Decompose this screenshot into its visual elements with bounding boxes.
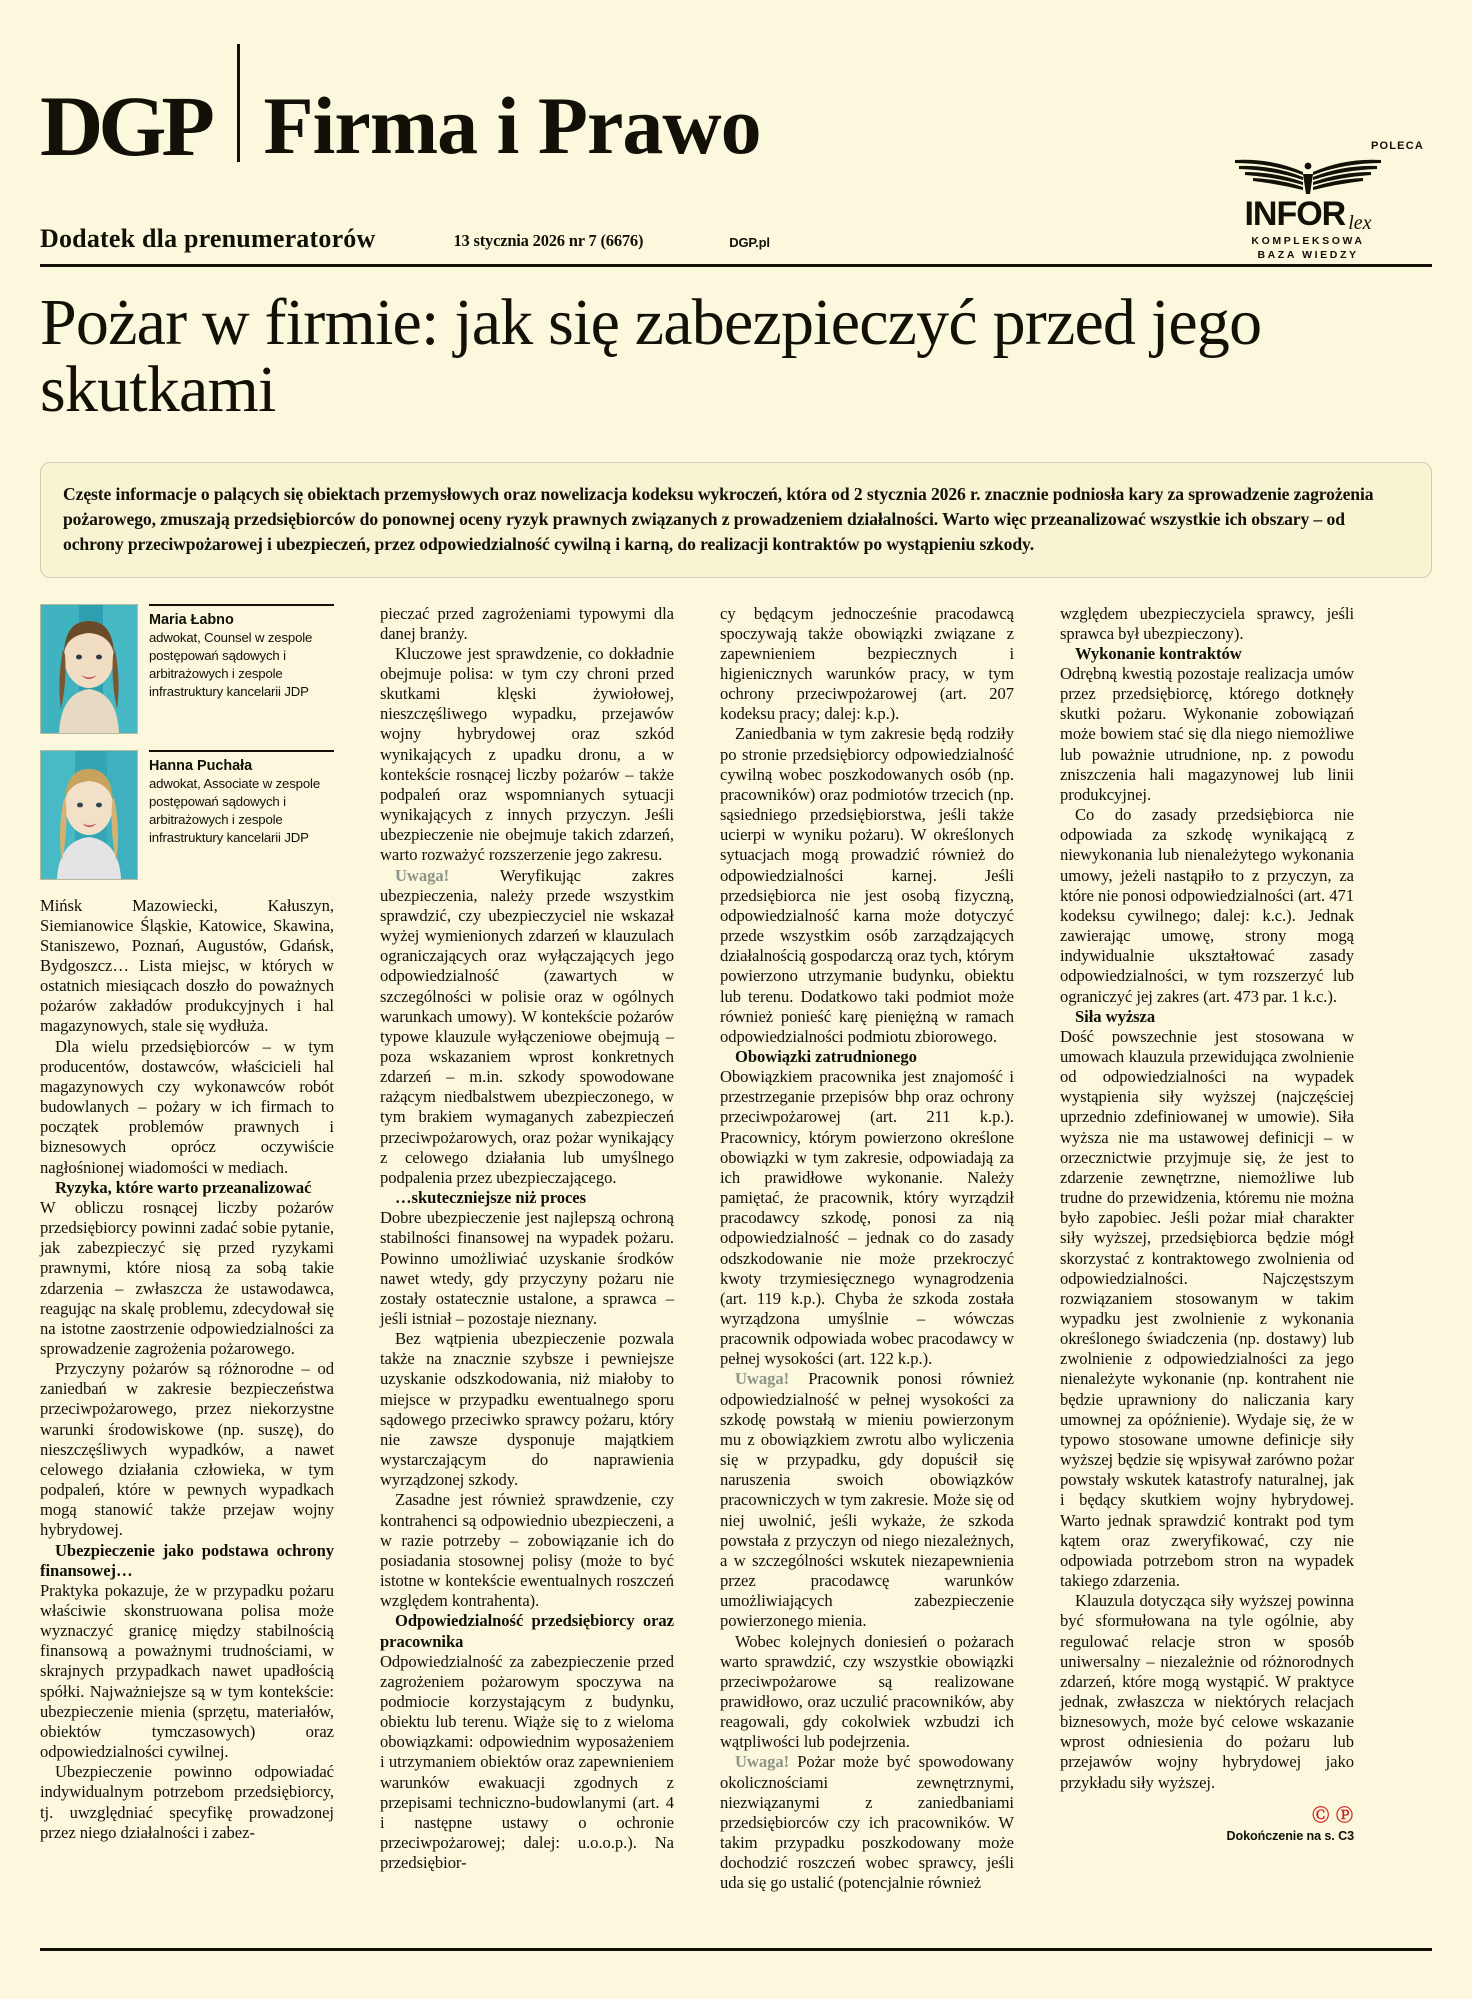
paragraph: Klauzula dotycząca siły wyższej powinna być sformułowana na tyle ogólnie, aby regulować relacje stron w sposób uniwersalny – niezależnie od różnorodnych zdarzeń, które mogą wystąpić. W praktyce jednak, zwłaszcza w niektórych relacjach biznesowych, może być celowe wskazanie wprost odniesienia do pożaru lub przejawów wojny hybrydowej jako przykładu siły wyższej. <box>1060 1591 1354 1792</box>
masthead-rule <box>40 264 1432 267</box>
lead-paragraph: Częste informacje o palących się obiektach przemysłowych oraz nowelizacja kodeksu wykroczeń, która od 2 stycznia 2026 r. znacznie podniosła kary za sprowadzenie zagrożenia pożarowego, zmuszają przedsiębiorców do ponownej oceny ryzyk prawnych związanych z prowadzeniem działalności. Warto więc przeanalizować wszystkie ich obszary – od ochrony przeciwpożarowej i ubezpieczeń, przez odpowiedzialność cywilną i karną, do realizacji kontraktów po wystąpieniu szkody. <box>63 483 1374 554</box>
paragraph: Co do zasady przedsiębiorca nie odpowiada za szkodę wynikającą z niewykonania lub nienależytego wykonania umowy, jeżeli nastąpiło to z przyczyn, za które nie ponosi odpowiedzialności (art. 471 kodeksu cywilnego; dalej: k.c.). Jednak zawierając umowę, strony mogą indywidualnie ukształtować zasady odpowiedzialności, w tym rozszerzyć lub ograniczyć jej zakres (art. 473 par. 1 k.c.). <box>1060 805 1354 1006</box>
paragraph: cy będącym jednocześnie pracodawcą spoczywają także obowiązki związane z zapewnieniem bezpiecznych i higienicznych warunków pracy, w tym ochrony przeciwpożarowej (art. 207 kodeksu pracy; dalej: k.p.). <box>720 603 1014 724</box>
supplement-label: Dodatek dla prenumeratorów <box>40 224 376 253</box>
author-card-1 <box>40 604 334 734</box>
paragraph: Zasadne jest również sprawdzenie, czy kontrahenci są odpowiednio ubezpieczeni, a w razie potrzeby – zobowiązanie ich do posiadania stosownej polisy (może to być istotne w kontekście ewentualnych roszczeń względem kontrahenta). <box>380 1490 674 1611</box>
section-heading: Ubezpieczenie jako podstawa ochrony finansowej… <box>40 1540 334 1580</box>
article-footer <box>1060 1807 1354 1843</box>
paragraph: Zaniedbania w tym zakresie będą rodziły po stronie przedsiębiorcy odpowiedzialność cywilną wobec poszkodowanych osób (np. pracowników) oraz podmiotów trzecich (np. sąsiedniego przedsiębiorstwa, jeśli także ucierpi w wyniku pożaru). W określonych sytuacjach mogą prowadzić również do odpowiedzialności karnej. Jeśli przedsiębiorca nie jest osobą fizyczną, odpowiedzialność karna może dotyczyć przede wszystkim osób zarządzających działalnością gospodarczą oraz tych, którym powierzono utrzymanie budynku, obiektu lub terenu. Dodatkowo taki podmiot może również ponieść karę pieniężną w ramach odpowiedzialności podmiotu zbiorowego. <box>720 724 1014 1046</box>
paragraph: W obliczu rosnącej liczby pożarów przedsiębiorcy powinni zadać sobie pytanie, jak zabezpieczyć się przed ryzykami prawnymi, które niosą za sobą takie zdarzenia – zwłaszcza że ustawodawca, reagując na skalę problemu, zdecydował się na istotne zaostrzenie odpowiedzialności za sprowadzenie zagrożenia pożarowego. <box>40 1197 334 1358</box>
note-text: Weryfikując zakres ubezpieczenia, należy przede wszystkim sprawdzić, czy ubezpieczyciel nie wskazał wyżej wymienionych zdarzeń w klauzulach ograniczających oraz wyłączających jego odpowiedzialność (zawartych w szczególności w polisie oraz w ogólnych warunkach umowy). W kontekście pożarów typowe klauzule wyłączeniowe obejmują – poza wskazaniem wprost konkretnych zdarzeń – m.in. szkody spowodowane rażącym niedbalstwem ubezpieczonego, w tym brakiem wymaganych zabezpieczeń przeciwpożarowych, oraz pożar wynikający z celowego działania lub umyślnego podpalenia przez ubezpieczającego. <box>380 865 674 1187</box>
infor-tagline-line1: KOMPLEKSOWA <box>1251 235 1365 247</box>
paragraph: Kluczowe jest sprawdzenie, co dokładnie obejmuje polisa: w tym czy chroni przed skutkami klęski żywiołowej, nieszczęśliwego wypadku, przejawów wojny hybrydowej oraz szkód wynikających z upadku dronu, a w kontekście rosnącej liczby pożarów – także podpaleń oraz wspomnianych sytuacji wynikających z innych przyczyn. Jeśli ubezpieczenie nie obejmuje takich zdarzeń, warto rozważyć rozszerzenie jego zakresu. <box>380 643 674 865</box>
continuation-note: Dokończenie na s. C3 <box>1226 1828 1354 1843</box>
paragraph: Bez wątpienia ubezpieczenie pozwala także na znacznie szybsze i pewniejsze uzyskanie odszkodowania, niż miałoby to miejsce w przypadku ewentualnego sporu sądowego przeciwko sprawcy pożaru, który nie zawsze dysponuje majątkiem wystarczającym do naprawienia wyrządzonej szkody. <box>380 1329 674 1490</box>
paragraph: Ubezpieczenie powinno odpowiadać indywidualnym potrzebom przedsiębiorcy, tj. uwzględniać specyfikę prowadzonej przez niego działalności i zabez- <box>40 1762 334 1842</box>
paragraph: Obowiązkiem pracownika jest znajomość i przestrzeganie przepisów bhp oraz ochrony przeciwpożarowej (art. 211 k.p.). Pracownicy, którym powierzono określone obowiązki w tym zakresie, odpowiadają za ich prawidłowe wykonanie. Należy pamiętać, że pracownik, który wyrządził pracodawcy szkodę, ponosi za nią odpowiedzialność – jednak co do zasady odszkodowanie nie może przekroczyć kwoty trzymiesięcznego wynagrodzenia (art. 119 k.p.). Chyba że szkoda została wyrządzona umyślnie – wówczas pracownik odpowiada wobec pracodawcy w pełnej wysokości (art. 122 k.p.). <box>720 1067 1014 1369</box>
note-text: Pożar może być spowodowany okolicznościami zewnętrznymi, niezwiązanymi z zaniedbaniami przedsiębiorców czy ich pracowników. W takim przypadku poszkodowany może dochodzić roszczeń wobec sprawcy, jeśli uda się go ustalić (potencjalnie również <box>720 1752 1014 1893</box>
author-info-1 <box>149 604 334 734</box>
page-bottom-rule <box>40 1948 1432 1951</box>
column-1 <box>40 604 357 1894</box>
note-marker: Uwaga! <box>395 865 450 885</box>
author-role-2: adwokat, Associate w zespole postępowań sądowych i arbitrażowych i zespole infrastruktury kancelarii JDP <box>149 776 320 846</box>
paragraph: Odrębną kwestią pozostaje realizacja umów przez przedsiębiorcę, którego dotknęły skutki pożaru. Wykonanie zobowiązań może bowiem stać się dla niego niemożliwe lub poważnie utrudnione, np. z powodu zniszczenia hali magazynowej lub linii produkcyjnej. <box>1060 664 1354 804</box>
paragraph-with-note <box>380 866 674 1189</box>
infor-tagline-line2: BAZA WIEDZY <box>1257 249 1359 262</box>
paragraph: Odpowiedzialność za zabezpieczenie przed zagrożeniem pożarowym spoczywa na podmiocie korzystającym z budynku, obiektu lub terenu. Wiąże się to z wieloma obowiązkami: odpowiednim wyposażeniem i utrzymaniem obiektów oraz zapewnieniem warunków ewakuacji zgodnych z przepisami techniczno-budowlanymi (art. 4 i następne ustawy o ochronie przeciwpożarowej; dalej: u.o.o.p.). Na przedsiębior- <box>380 1651 674 1873</box>
dateline-row <box>40 212 1432 254</box>
note-marker: Uwaga! <box>735 1752 790 1772</box>
article-body <box>40 604 1432 1894</box>
column-2 <box>357 604 697 1894</box>
paragraph-with-note <box>720 1369 1014 1631</box>
issue-date: 13 stycznia 2026 nr 7 (6676) <box>453 231 644 250</box>
paragraph: Praktyka pokazuje, że w przypadku pożaru właściwie skonstruowana polisa może wyznaczyć granicę między stabilnością finansową a poważnymi trudnościami, w skrajnych przypadkach nawet upadłością spółki. Najważniejsze są w tym kontekście: ubezpieczenie mienia (sprzętu, materiałów, obiektów tymczasowych) oraz odpowiedzialności cywilnej. <box>40 1580 334 1762</box>
paragraph: Dość powszechnie jest stosowana w umowach klauzula przewidująca zwolnienie od odpowiedzialności na wypadek wystąpienia siły wyższej (najczęściej uprzednio zdefiniowanej w umowie). Siła wyższa nie ma ustawowej definicji – w orzecznictwie przyjmuje się, że jest to zdarzenie zewnętrzne, niemożliwe lub trudne do przewidzenia, któremu nie można było zapobiec. Jeśli pożar miał charakter siły wyższej, przedsiębiorca będzie mógł skorzystać z kontraktowego zwolnienia od odpowiedzialności. Najczęstszym rozwiązaniem stosowanym w takim wypadku jest zwolnienie z wykonania określonego świadczenia (np. dostawy) lub zwolnienie z odpowiedzialności za jego nienależyte wykonanie (np. kontrahent nie będzie uprawniony do naliczania kary umownej za opóźnienie). Wydaje się, że w typowo stosowane umowne definicje siły wyższej będzie się wpisywał zarówno pożar powstały wskutek katastrofy naturalnej, jak i będący skutkiem wojny hybrydowej. Warto jednak sprawdzić kontrakt pod tym kątem oraz zweryfikować, czy nie odpowiada potrzebom stron na wypadek takiego zdarzenia. <box>1060 1026 1354 1591</box>
author-name-2: Hanna Puchała <box>149 757 253 774</box>
author-photo-1 <box>40 604 138 734</box>
column-3 <box>697 604 1037 1894</box>
note-marker: Uwaga! <box>735 1369 790 1389</box>
paragraph: Przyczyny pożarów są różnorodne – od zaniedbań w zakresie bezpieczeństwa przeciwpożarowego, przez niekorzystne warunki środowiskowe (np. suszę), do nieszczęśliwych wypadków, a nawet celowego działania człowieka, w tym podpaleń, które w pewnych wypadkach mogą stanowić także przejaw wojny hybrydowej. <box>40 1359 334 1540</box>
infor-lex-suffix: lex <box>1348 212 1372 234</box>
section-heading: …skuteczniejsze niż proces <box>395 1188 587 1208</box>
paragraph: Dobre ubezpieczenie jest najlepszą ochroną stabilności finansowej na wypadek pożaru. Powinno umożliwiać uzyskanie środków nawet wtedy, gdy przyczyny pożaru nie zostały ostatecznie ustalone, a sprawca – jeśli istniał – pozostaje nieznany. <box>380 1208 674 1328</box>
paragraph: pieczać przed zagrożeniami typowymi dla danej branży. <box>380 603 674 643</box>
author-info-2 <box>149 750 334 880</box>
paragraph: Mińsk Mazowiecki, Kałuszyn, Siemianowice Śląskie, Katowice, Skawina, Staniszewo, Poznań, Augustów, Gdańsk, Bydgoszcz… Lista miejsc, w których w ostatnich miesiącach doszło do poważnych pożarów zakładów produkcyjnych i hal magazynowych, stale się wydłuża. <box>40 895 334 1036</box>
author-role-1: adwokat, Counsel w zespole postępowań sądowych i arbitrażowych i zespole infrastruktury kancelarii JDP <box>149 630 313 700</box>
promo-poleca-label: POLECA <box>1370 140 1424 152</box>
infor-bird-icon <box>1233 154 1383 196</box>
section-heading: Siła wyższa <box>1075 1006 1156 1026</box>
section-title: Firma i Prawo <box>263 80 761 172</box>
logo-divider <box>237 44 240 162</box>
paragraph: względem ubezpieczyciela sprawcy, jeśli sprawca był ubezpieczony). <box>1060 603 1354 643</box>
author-name-1: Maria Łabno <box>149 611 234 628</box>
paragraph-with-note <box>720 1752 1014 1893</box>
article-headline: Pożar w firmie: jak się zabezpieczyć przed jego skutkami <box>40 286 1262 427</box>
author-photo-2 <box>40 750 138 880</box>
column-4 <box>1037 604 1354 1894</box>
paragraph: Dla wielu przedsiębiorców – w tym producentów, dostawców, właścicieli hal magazynowych czy wykonawców robót budowlanych – pożary w ich firmach to początek problemów prawnych i biznesowych oprócz oczywiście nagłośnionej wiadomości w mediach. <box>40 1036 334 1177</box>
dgp-logo[interactable]: DGP <box>40 77 210 174</box>
masthead-logo-row <box>40 0 1432 174</box>
note-text: Pracownik ponosi również odpowiedzialność w pełnej wysokości za szkodę powstałą w mieniu powierzonym mu z obowiązkiem zwrotu albo wyliczenia się w przypadku, gdy dopuścił się naruszenia swoich obowiązków pracowniczych w tym zakresie. Może się od niej uwolnić, jeśli wykaże, że szkoda powstała z przyczyn od niego niezależnych, a w szczególności wskutek niezapewnienia przez pracodawcę warunków umożliwiających zabezpieczenie powierzonego mienia. <box>720 1369 1014 1631</box>
author-card-2 <box>40 750 334 880</box>
section-heading: Ryzyka, które warto przeanalizować <box>55 1177 312 1197</box>
infor-wordmark: INFOR <box>1244 195 1346 233</box>
lead-box <box>40 462 1432 578</box>
copyright-icon: Ⓒ Ⓟ <box>1312 1805 1354 1825</box>
website-label[interactable]: DGP.pl <box>729 235 770 250</box>
section-heading: Odpowiedzialność przedsiębiorcy oraz pracownika <box>380 1611 674 1651</box>
section-heading: Wykonanie kontraktów <box>1075 643 1242 663</box>
section-heading: Obowiązki zatrudnionego <box>735 1046 917 1066</box>
author-divider-2 <box>149 750 334 752</box>
author-divider-1 <box>149 604 334 606</box>
paragraph: Wobec kolejnych doniesień o pożarach warto sprawdzić, czy wszystkie obowiązki przeciwpożarowe są realizowane prawidłowo, oraz uczulić pracowników, aby reagowali, gdy cokolwiek wzbudzi ich wątpliwości lub podejrzenia. <box>720 1631 1014 1752</box>
